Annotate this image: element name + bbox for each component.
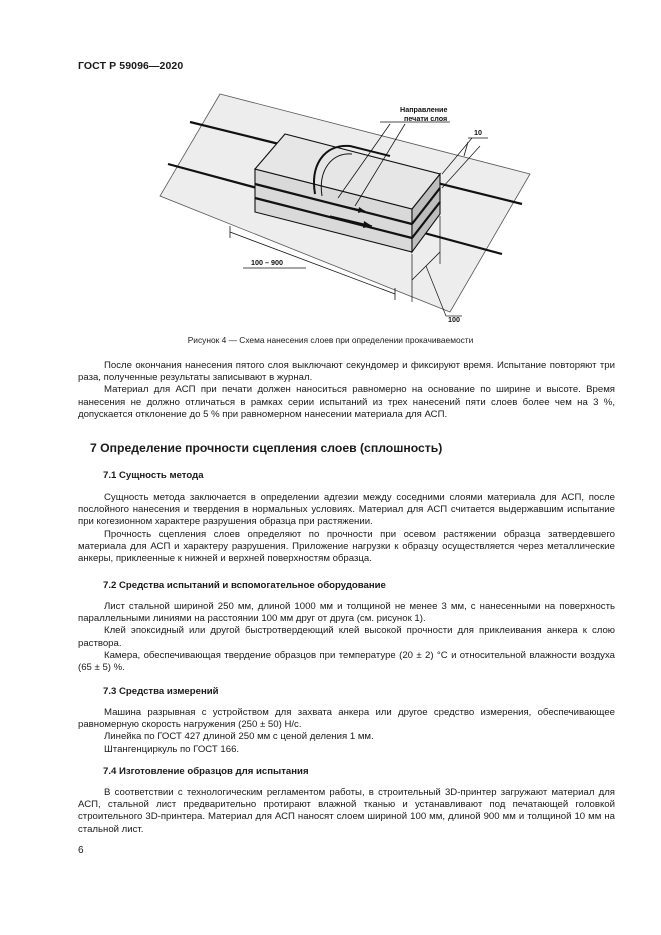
subsection-text: [78, 601, 615, 674]
subsection-text: [78, 707, 615, 756]
label-width: 100: [448, 315, 460, 324]
figure-caption: Рисунок 4 — Схема нанесения слоев при определении прокачиваемости: [187, 335, 474, 345]
intro-text: [78, 360, 615, 421]
figure-layer-scheme: [150, 84, 550, 334]
layer-scheme-drawing: [150, 84, 550, 334]
label-direction-line2: печати слоя: [404, 114, 448, 123]
label-direction-line1: Направление: [400, 105, 448, 114]
paragraph: Материал для АСП при печати должен наноситься равномерно на основание по ширине и высоте. Время нанесения не должно отличаться в рамках серии испытаний из трех нанесений пяти слоев более чем на 3 %, допускается отклонение до 5 % при равномерном нанесении материала для АСП.: [78, 384, 615, 420]
subsection-heading: 7.3 Средства измерений: [103, 686, 219, 697]
page-number: 6: [78, 845, 84, 856]
subsection-heading: 7.2 Средства испытаний и вспомогательное оборудование: [103, 580, 386, 591]
paragraph: Штангенциркуль по ГОСТ 166.: [104, 743, 240, 755]
paragraph: Сущность метода заключается в определении адгезии между соседними слоями материала для АСП, после послойного нанесения и твердения в нормальных условиях. Материал для АСП считается выдержавшим испытание при когезионном характере разрушения образца при растяжении.: [78, 492, 615, 528]
paragraph: Клей эпоксидный или другой быстротвердеющий клей высокой прочности для приклеивания анкера к слою раствора.: [78, 625, 615, 649]
paragraph: Камера, обеспечивающая твердение образцов при температуре (20 ± 2) °С и относительной влажности воздуха (65 ± 5) %.: [78, 649, 615, 674]
standard-header: ГОСТ Р 59096—2020: [78, 60, 184, 72]
paragraph: Машина разрывная с устройством для захвата анкера или другое средство измерения, обеспечивающее равномерную скорость нагружения (250 ± 50) Н/с.: [78, 707, 615, 731]
paragraph: Линейка по ГОСТ 427 длиной 250 мм с ценой деления 1 мм.: [104, 731, 374, 743]
label-length: 100 – 900: [251, 258, 283, 267]
subsection-heading: 7.4 Изготовление образцов для испытания: [103, 766, 309, 777]
subsection-text: [78, 787, 615, 836]
paragraph: Лист стальной шириной 250 мм, длиной 1000 мм и толщиной не менее 3 мм, с нанесенными на поверхность параллельными линиями на расстоянии 100 мм друг от друга (см. рисунок 1).: [78, 601, 615, 625]
paragraph: Прочность сцепления слоев определяют по прочности при осевом растяжении образца затвердевшего материала для АСП и характеру разрушения. Приложение нагрузки к образцу осуществляется через металлические анкеры, приклеенные к нижней и верхней поверхностям образца.: [78, 528, 615, 565]
paragraph: После окончания нанесения пятого слоя выключают секундомер и фиксируют время. Испытание повторяют три раза, полученные результаты записывают в журнал.: [78, 360, 615, 384]
label-thickness: 10: [474, 128, 482, 137]
section-heading: 7 Определение прочности сцепления слоев (сплошность): [90, 441, 443, 455]
paragraph: В соответствии с технологическим регламентом работы, в строительный 3D-принтер загружают материал для АСП, стальной лист предварительно протирают влажной тканью и устанавливают под печатающей головкой строительного 3D-принтера. Материал для АСП наносят слоем шириной 100 мм, длиной 900 мм и толщиной 10 мм на стальной лист.: [78, 787, 615, 835]
subsection-heading: 7.1 Сущность метода: [103, 470, 204, 481]
subsection-text: [78, 492, 615, 565]
